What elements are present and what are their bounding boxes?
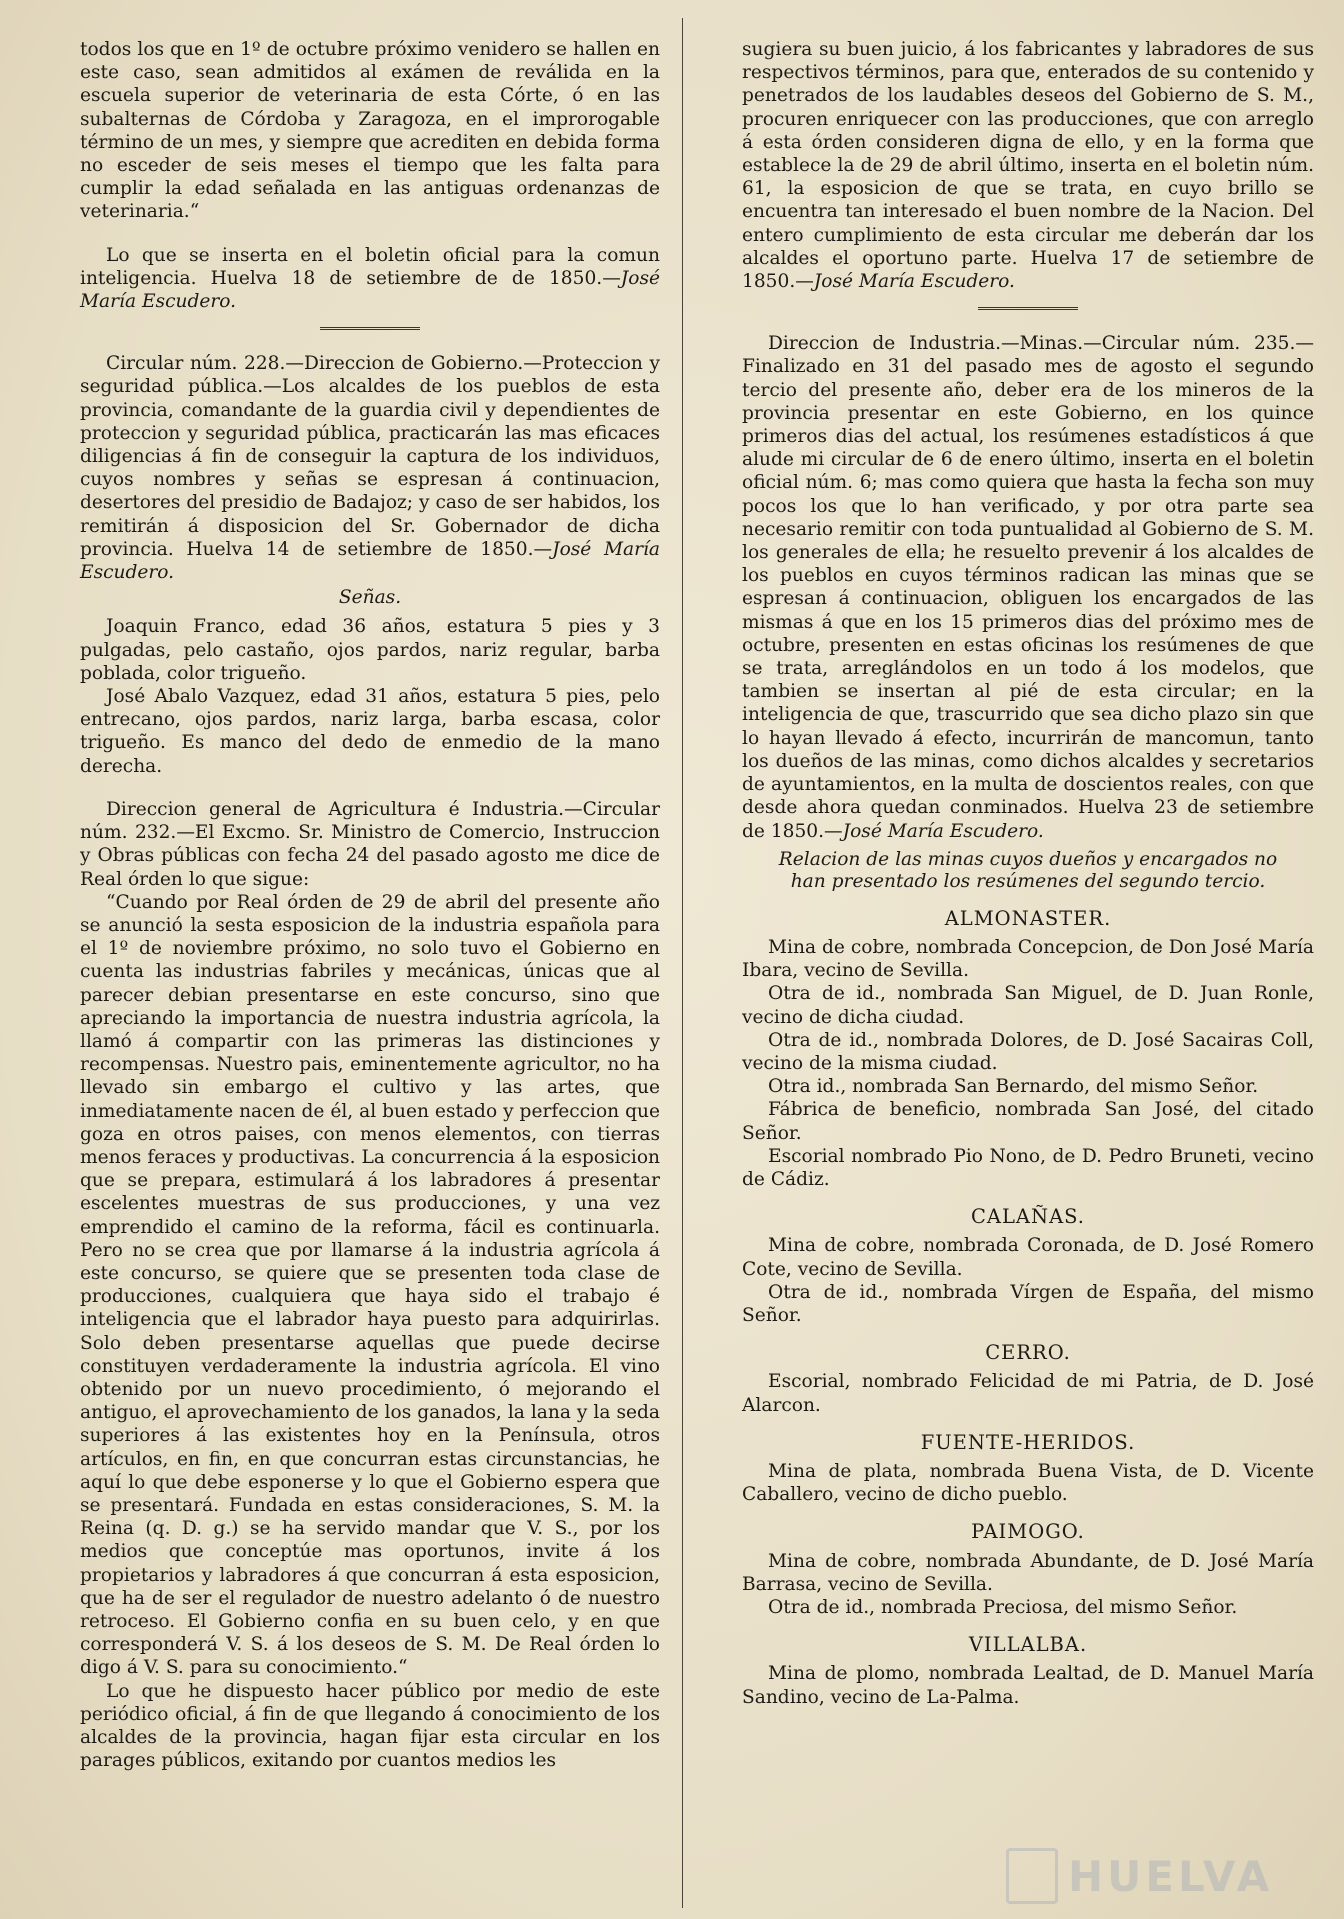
left-paragraph-2-signature: José María Escudero. [80,267,660,313]
left-paragraph-2 [80,244,660,314]
section-rule [978,307,1078,310]
town-heading-paimogo: PAIMOGO. [971,1520,1085,1544]
circular-228 [80,352,660,584]
circular-232-quote: “Cuando por Real órden de 29 de abril del presente año se anunció la sesta esposicion de la industria española para el 1º de noviembre próximo, no solo tuvo el Gobierno en cuenta las industrias fabriles y mecánicas, únicas que al parecer debian presentarse en este concurso, sino que apreciando la importancia de nuestra industria agrícola, la llamó á compartir con las primeras las distinciones y recompensas. Nuestro pais, eminentemente agricultor, no ha llevado sin embargo el cultivo y las artes, que inmediatamente nacen de él, al buen estado y perfeccion que goza en otros paises, con menos elementos, con tierras menos feraces y productivas. La concurrencia á la esposicion que se prepara, estimulará á los labradores á presentar escelentes muestras de sus producciones, y una vez emprendido el camino de la reforma, fácil es continuarla. Pero no se crea que por llamarse á la industria agrícola á este concurso, se quiere que se presenten toda clase de producciones, cualquiera que haya sido el trabajo é inteligencia que el labrador haya puesto para adquirirlas. Solo deben presentarse aquellas que puede decirse constituyen verdaderamente la industria agrícola. El vino obtenido por un nuevo procedimiento, ó mejorando el antiguo, el aprovechamiento de los ganados, la lana y la seda superiores á las existentes hoy en la Península, otros artículos, en fin, en que concurran estas circunstancias, he aquí lo que debe esponerse y lo que el Gobierno espera que se presentará. Fundada en estas consideraciones, S. M. la Reina (q. D. g.) se ha servido mandar que V. S., por los medios que conceptúe mas oportunos, invite á los propietarios y labradores á que concurran á esta esposicion, que ha de ser el regulador de nuestro adelanto ó de nuestro retroceso. El Gobierno confia en su buen celo, y en que corresponderá V. S. á los deseos de S. M. De Real órden lo digo á V. S. para su conocimiento.“ [80,891,660,1679]
circular-235-signature: José María Escudero. [842,820,1044,842]
right-paragraph-1 [742,38,1314,293]
circular-235 [742,332,1314,842]
deserter-1: Joaquin Franco, edad 36 años, estatura 5 pies y 3 pulgadas, pelo castaño, ojos pardos, nariz regular, barba poblada, color trigueño. [80,616,660,684]
mine-entry: Otra de id., nombrada San Miguel, de D. Juan Ronle, vecino de dicha ciudad. [742,983,1314,1028]
watermark-text: HUELVA [1068,1851,1274,1901]
relacion-heading: Relacion de las minas cuyos dueños y encargados no han presentado los resúmenes del segundo tercio. [778,848,1278,892]
circular-228-signature: José María Escudero. [80,538,660,584]
mine-entry: Mina de plata, nombrada Buena Vista, de D. Vicente Caballero, vecino de dicho pueblo. [742,1460,1314,1506]
circular-228-text: Circular núm. 228.—Direccion de Gobierno.—Proteccion y seguridad pública.—Los alcaldes de los pueblos de esta provincia, comandante de la guardia civil y dependientes de proteccion y seguridad pública, practicarán las mas eficaces diligencias á fin de conseguir la captura de los individuos, cuyos nombres y señas se espresan á continuacion, desertores del presidio de Badajoz; y caso de ser habidos, los remitirán á disposicion del Sr. Gobernador de dicha provincia. Huelva 14 de setiembre de 1850.— [80,353,660,560]
left-column [80,38,660,1772]
mine-entry: Fábrica de beneficio, nombrada San José, del citado Señor. [742,1099,1314,1144]
left-paragraph-2-text: Lo que se inserta en el boletin oficial para la comun inteligencia. Huelva 18 de setiembre de de 1850.— [80,244,660,289]
left-paragraph-final: Lo que he dispuesto hacer público por medio de este periódico oficial, á fin de que llegando á conocimiento de los alcaldes de la provincia, hagan fijar esta circular en los parages públicos, exitando por cuantos medios les [80,1680,660,1772]
circular-232-intro: Direccion general de Agricultura é Industria.—Circular núm. 232.—El Excmo. Sr. Ministro de Comercio, Instruccion y Obras públicas con fecha 24 del pasado agosto me dice de Real órden lo que sigue: [80,798,660,890]
town-heading-almonaster: ALMONASTER. [944,906,1112,930]
column-divider [682,18,683,1908]
town-heading-fuente-heridos: FUENTE-HERIDOS. [920,1430,1136,1454]
mine-entry: Mina de cobre, nombrada Coronada, de D. José Romero Cote, vecino de Sevilla. [742,1235,1314,1280]
archive-seal-icon [1006,1848,1058,1904]
senas-heading: Señas. [338,587,402,609]
mine-entry: Mina de cobre, nombrada Abundante, de D. José María Barrasa, vecino de Sevilla. [742,1550,1314,1595]
mine-entry: Mina de plomo, nombrada Lealtad, de D. Manuel María Sandino, vecino de La-Palma. [742,1663,1314,1708]
circular-235-text: Direccion de Industria.—Minas.—Circular núm. 235.—Finalizado en 31 del pasado mes de agosto el segundo tercio del presente año, deber era de los mineros de la provincia presentar en este Gobierno, en los quince primeros dias del actual, los resúmenes estadísticos á que alude mi circular de 6 de enero último, inserta en el boletin oficial núm. 6; mas como quiera que hasta la fecha son muy pocos los que lo han verificado, y por otra parte sea necesario remitir con toda puntualidad al Gobierno de S. M. los generales de ella; he resuelto prevenir á los alcaldes de los pueblos en cuyos términos radican las minas que se espresan á continuacion, obliguen los encargados de las mismas á que en los 15 primeros dias del próximo mes de octubre, presenten en estas oficinas los resúmenes de que se trata, arreglándolos en un todo á los modelos, que tambien se insertan al pié de esta circular; en la inteligencia de que, trascurrido que sea dicho plazo sin que lo hayan llevado á efecto, incurrirán de mancomun, tanto los dueños de las minas, como dichos alcaldes y secretarios de ayuntamientos, en la multa de doscientos reales, con que desde ahora quedan conminados. Huelva 23 de setiembre de 1850.— [742,333,1314,842]
right-paragraph-1-signature: José María Escudero. [813,271,1015,293]
town-heading-villalba: VILLALBA. [968,1633,1088,1657]
mine-entry: Otra de id., nombrada Preciosa, del mismo Señor. [768,1596,1238,1618]
mine-entry: Mina de cobre, nombrada Concepcion, de Don José María Ibara, vecino de Sevilla. [742,936,1314,982]
mine-entry: Otra de id., nombrada Dolores, de D. José Sacairas Coll, vecino de la misma ciudad. [742,1029,1314,1074]
right-column [742,38,1314,1709]
deserter-2: José Abalo Vazquez, edad 31 años, estatura 5 pies, pelo entrecano, ojos pardos, nariz larga, barba escasa, color trigueño. Es manco del dedo de enmedio de la mano derecha. [80,686,660,777]
mine-entry: Otra de id., nombrada Vírgen de España, del mismo Señor. [742,1281,1314,1326]
mine-entry: Escorial, nombrado Felicidad de mi Patria, de D. José Alarcon. [742,1371,1314,1416]
watermark [1006,1847,1286,1905]
mine-entry: Otra id., nombrada San Bernardo, del mismo Señor. [768,1076,1259,1098]
left-paragraph-1: todos los que en 1º de octubre próximo venidero se hallen en este caso, sean admitidos al exámen de reválida en la escuela superior de veterinaria de esta Córte, ó en las subalternas de Córdoba y Zaragoza, en el improrogable término de un mes, y siempre que acrediten en debida forma no esceder de seis meses el tiempo que les falta para cumplir la edad señalada en las antiguas ordenanzas de veterinaria.“ [80,39,660,223]
town-heading-cerro: CERRO. [985,1341,1071,1365]
mine-entry: Escorial nombrado Pio Nono, de D. Pedro Bruneti, vecino de Cádiz. [742,1145,1314,1190]
town-heading-calanas: CALAÑAS. [970,1205,1086,1229]
right-paragraph-1-text: sugiera su buen juicio, á los fabricantes y labradores de sus respectivos términos, para que, enterados de su contenido y penetrados de los laudables deseos del Gobierno de S. M., procuren enriquecer con las producciones, que con arreglo á esta órden consideren digna de ello, y en la forma que establece la de 29 de abril último, inserta en el boletin núm. 61, la esposicion de que se trata, en cuyo brillo se encuentra tan interesado el buen nombre de la Nacion. Del entero cumplimiento de esta circular me deberán dar los alcaldes el oportuno parte. Huelva 17 de setiembre de 1850.— [742,39,1314,293]
section-rule [320,327,420,330]
